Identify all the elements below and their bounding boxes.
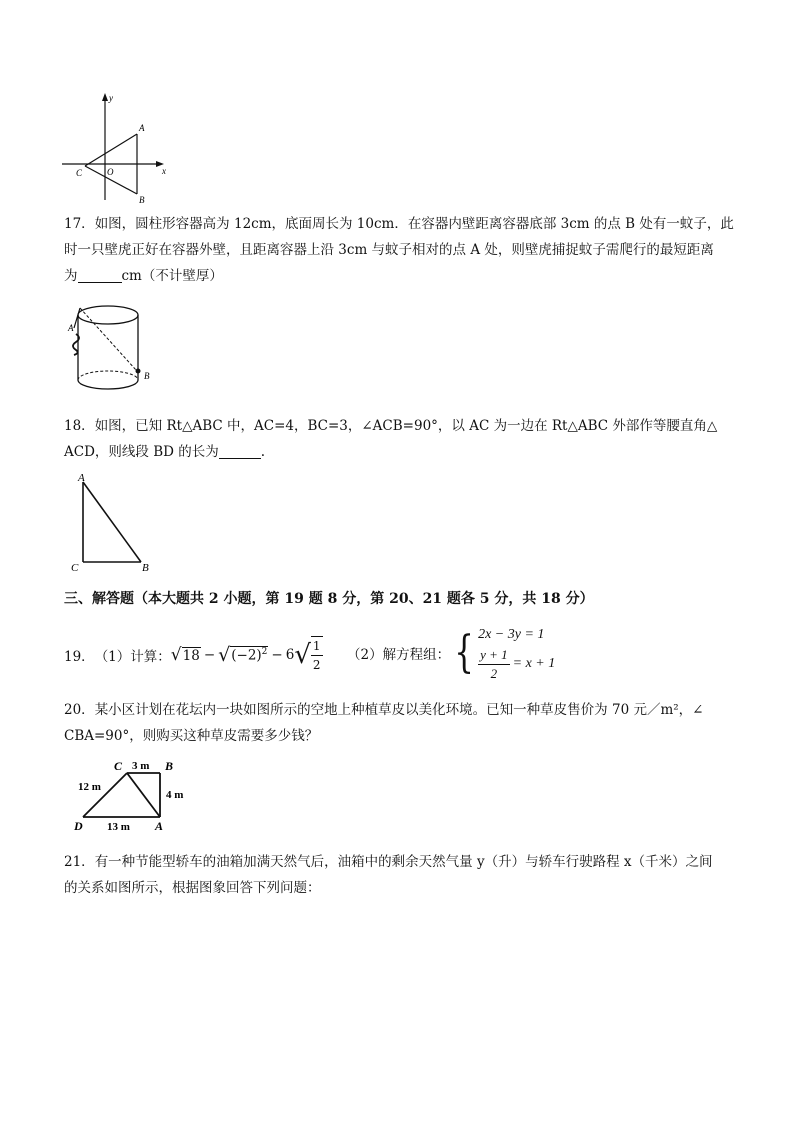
quad-label-a: A — [155, 819, 164, 833]
section-3-heading: 三、解答题（本大题共 2 小题，第 19 题 8 分，第 20、21 题各 5 分，共 18 分） — [64, 591, 594, 607]
q17-cylinder-figure — [62, 298, 162, 400]
equation-2: $\frac{y + 1}{2}$ = x + 1 — [480, 646, 556, 681]
q17-text-3-pre: 为 — [64, 268, 78, 284]
segment-ca — [127, 773, 160, 817]
sqrt-half: √ $\frac{1}{2}$ — [294, 636, 322, 674]
q20-text-2: CBA=90°，则购买这种草皮需要多少钱？ — [64, 728, 319, 744]
q17-line-3 — [64, 263, 223, 289]
q20-text-1: 某小区计划在花坛内一块如图所示的空地上种植草皮以美化环境。已知一种草皮售价为 70 元／m²，∠ — [94, 702, 704, 718]
coefficient-6: 6 — [285, 647, 295, 663]
q18-answer-blank — [219, 442, 261, 459]
q18-text-2-post: . — [260, 444, 266, 460]
mosquito-icon — [136, 369, 141, 374]
length-ba: 4 m — [166, 789, 184, 801]
minus-2: − — [271, 647, 283, 663]
q19-part-1 — [64, 635, 323, 675]
q18-number: 18． — [64, 418, 95, 434]
sqrt-18: √ 18 — [170, 645, 200, 665]
y-axis-arrow — [102, 93, 108, 101]
quad-label-c: C — [114, 759, 123, 773]
segment-ca — [85, 134, 137, 166]
x-axis-label: x — [162, 166, 166, 176]
q21-line-2 — [64, 875, 321, 901]
brace: { — [454, 627, 474, 678]
point-a-label: A — [139, 123, 145, 133]
triangle-label-c: C — [71, 562, 79, 574]
origin-label: O — [107, 167, 114, 177]
q21-number: 21． — [64, 854, 95, 870]
minus-1: − — [203, 647, 216, 663]
q19-number: 19． — [64, 649, 95, 665]
q17-text-3-post: cm（不计壁厚） — [121, 268, 223, 284]
q17-answer-blank — [78, 266, 122, 283]
q21-text-2: 的关系如图所示，根据图象回答下列问题： — [64, 880, 321, 896]
q17-text-2: 时一只壁虎正好在容器外壁，且距离容器上沿 3cm 与蚊子相对的点 A 处，则壁虎捕捉蚊子需爬行的最短距离 — [64, 242, 714, 258]
q18-line-2 — [64, 439, 265, 465]
cylinder-bottom-back — [78, 371, 138, 380]
cylinder-label-a: A — [68, 323, 74, 333]
quad-label-b: B — [165, 759, 174, 773]
segment-dc — [83, 773, 127, 817]
q20-line-1 — [64, 697, 703, 723]
q19-part1-label: （1）计算： — [94, 649, 171, 665]
q16-coordinate-figure — [60, 90, 180, 205]
triangle-label-b: B — [142, 562, 149, 574]
length-dc: 12 m — [78, 781, 101, 793]
q21-line-1 — [64, 849, 713, 875]
q17-line-1 — [64, 211, 734, 237]
equation-system — [478, 624, 555, 683]
q20-line-2 — [64, 723, 318, 749]
point-b-label: B — [139, 195, 145, 205]
q18-triangle-figure — [68, 470, 158, 574]
q19-part2-label: （2）解方程组： — [347, 647, 451, 663]
q18-text-2-pre: ACD，则线段 BD 的长为 — [64, 444, 219, 460]
shortest-path-dashed — [80, 308, 136, 370]
cylinder-label-b: B — [144, 371, 150, 381]
q18-text-1: 如图，已知 Rt△ABC 中，AC=4，BC=3，∠ACB=90°，以 AC 为一边在 Rt△ABC 外部作等腰直角△ — [94, 418, 718, 434]
q18-line-1 — [64, 413, 717, 439]
q17-text-1: 如图，圆柱形容器高为 12cm，底面周长为 10cm．在容器内壁距离容器底部 3cm 的点 B 处有一蚊子，此 — [94, 216, 734, 232]
q21-text-1: 有一种节能型轿车的油箱加满天然气后，油箱中的剩余天然气量 y（升）与轿车行驶路程 x（千米）之间 — [94, 854, 713, 870]
triangle-label-a: A — [78, 472, 85, 484]
sqrt-neg2-squared: √ $(-2)^2$ — [218, 644, 268, 666]
cylinder-top — [78, 306, 138, 324]
length-cb: 3 m — [132, 760, 150, 772]
q19-part-2 — [347, 620, 555, 686]
q20-number: 20． — [64, 702, 95, 718]
equation-1: 2x − 3y = 1 — [478, 626, 545, 642]
quad-label-d: D — [74, 819, 83, 833]
q17-number: 17． — [64, 216, 95, 232]
segment-ab — [83, 482, 141, 562]
q17-line-2 — [64, 237, 714, 263]
point-c-label: C — [76, 168, 83, 178]
q20-quadrilateral-figure — [72, 756, 202, 836]
y-axis-label: y — [109, 93, 113, 103]
cylinder-bottom-front — [78, 380, 138, 389]
length-da: 13 m — [107, 821, 130, 833]
